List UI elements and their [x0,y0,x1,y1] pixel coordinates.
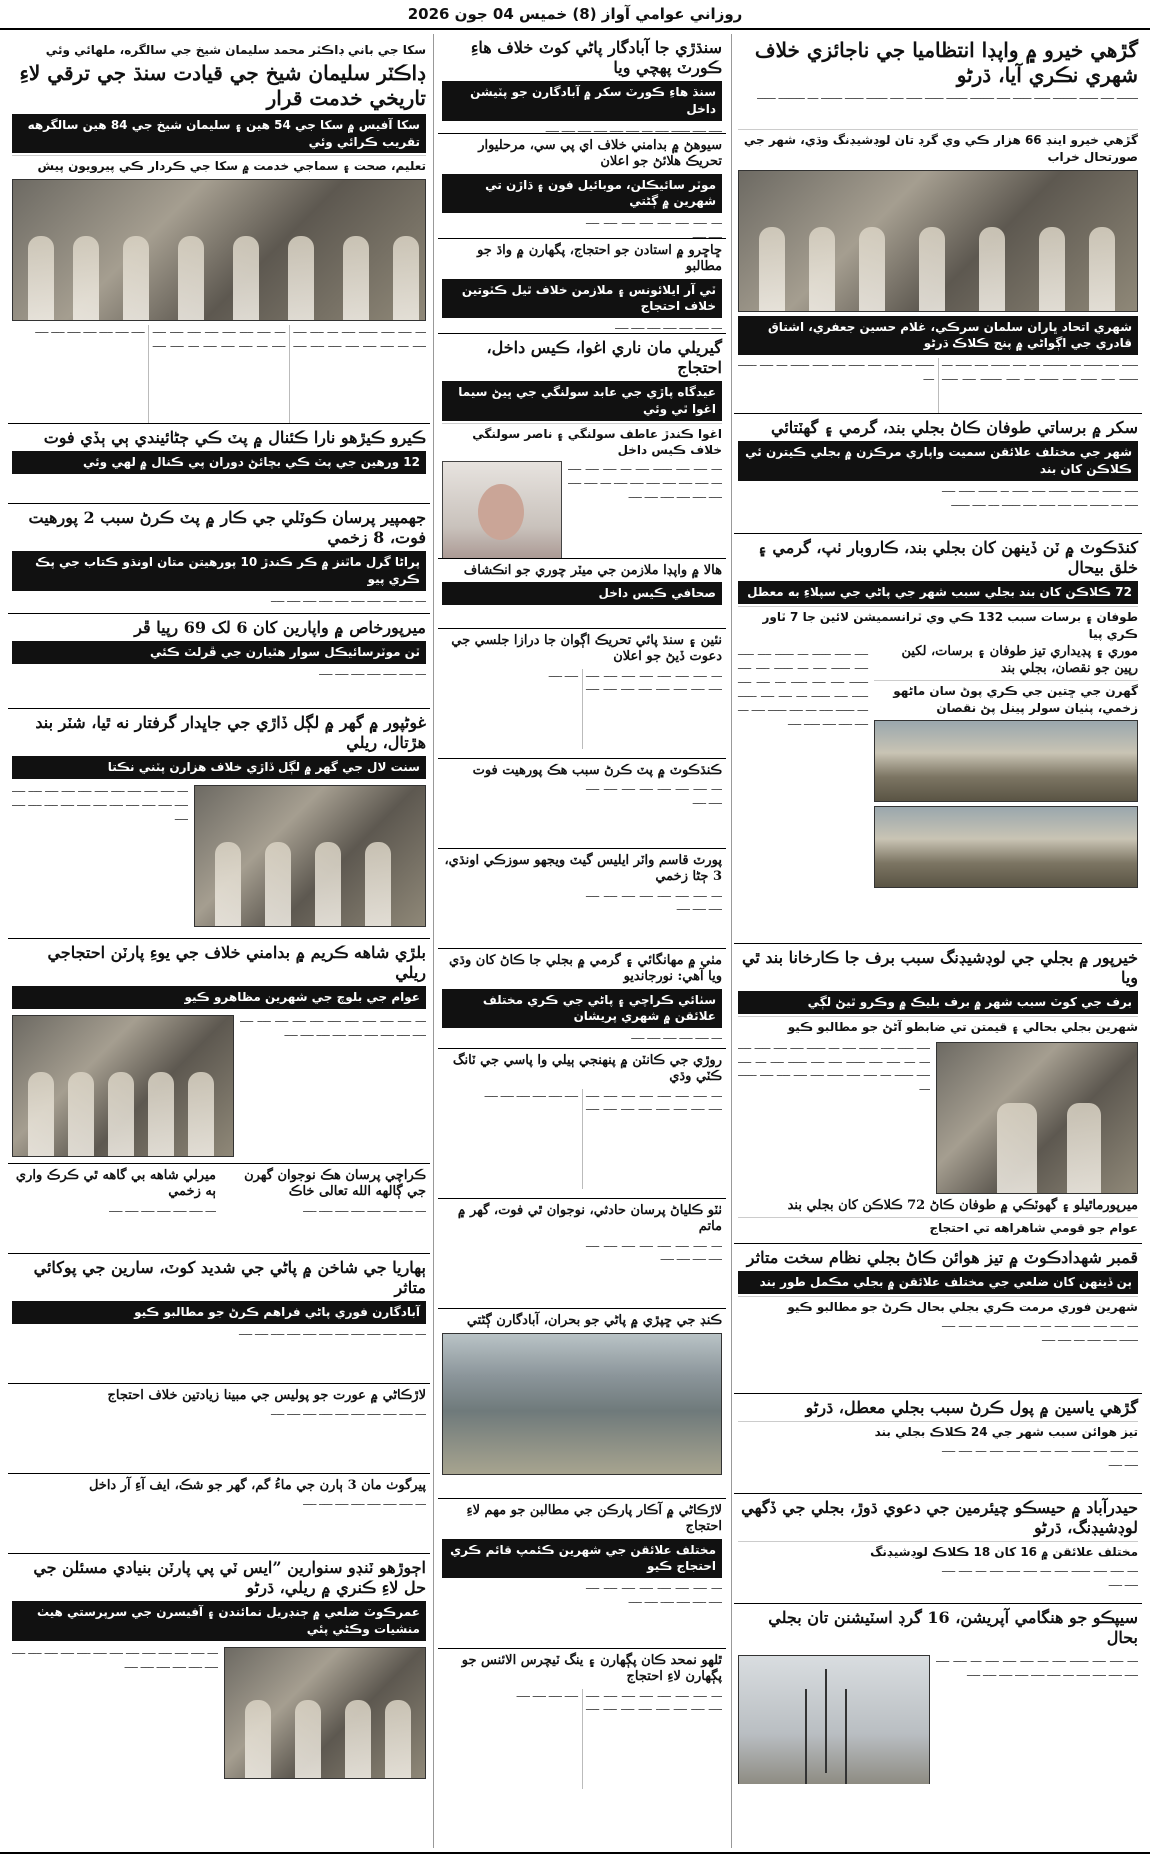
newspaper-masthead [0,0,1150,30]
story-headline: روڙي جي ڪانٽن ۾ پنهنجي ٻيلي وا پاسي جي ٽانگ ڪٽي وڌي [452,1053,722,1085]
storm-damage-photo [874,720,1138,802]
story-left-4 [8,614,430,709]
story-headline: ڪيرو ڪيڙهو نارا ڪئنال ۾ پٽ ڪي ڄڻائيندي ٻي ٻڏي فوت [43,428,426,447]
ceremony-photo [12,179,426,321]
column-divider [731,34,732,1848]
story-subhead: اغوا ڪندڙ عاطف سولنگي ۽ ناصر سولنگي خلاف ڪيس داخل [442,423,722,460]
story-subhead: شهرين بجلي بحالي ۽ قيمتن تي ضابطو آڻڻ جو مطالبو ڪيو [738,1016,1138,1036]
story-headline: سکر ۾ برساتي طوفان ڪاڻ بجلي بند، گرمي ۽ گهٽتائي [770,418,1138,437]
story-subhead: شهرين فوري مرمت ڪري بجلي بحال ڪرڻ جو مطالبو ڪيو [738,1296,1138,1316]
story-body: ـــــ ـــــ ـــــــ ـــــ ــــ ـــــ ـــــ ـــــ ـــــ ـــــ ـــــ [545,124,722,134]
story-kicker: برف جي کوٽ سبب شهر ۾ برف بليڪ ۾ وڪرو ٿيڻ لڳي [738,991,1138,1014]
canal-photo [442,1333,722,1475]
story-left-5 [8,709,430,939]
story-headline: اڄوڙهو ٽنڊو سنوارين ”ايس ٽي پي پارٽن بنيادي مسئلن جي حل لاءِ ڪنري ۾ ريلي، ڌرڻو [33,1558,426,1597]
story-body: ــــ ـــــ ـــــ ـــــ ـــــ ـــــ ـــــ [319,667,426,678]
story-headline: کنڌڪوٽ ۾ ٽن ڏينهن کان بجلي بند، ڪاروبار ٺپ، گرمي ۽ خلق بيحال [757,538,1138,577]
story-headline: بلڙي شاهه ڪريم ۾ بدامني خلاف جي يوءِ پارٽن احتجاجي ريلي [47,943,426,982]
story-left-11 [8,1474,430,1554]
story-body: ـــــ ـــــــ ــــ ـــــ ـــــــ ـــــ ــــــ ـــ ـــــــ ــــــ ـــــ ـــــ ــــ ـــــــ ـــــ ـــــ ــــــ ـــــ ـــــــ ــــ ـــــ ـــــــ [942,484,1138,509]
story-body: ــــ ـــــ ـــــ ـــــ ـــــ ـــــ [631,1032,722,1043]
story-kicker: شهر جي مختلف علائقن سميت واپاري مرڪزن ۾ بجلي ڪيترن ئي ڪلاڪن کان بند [738,441,1138,481]
story-mid-11 [438,1199,726,1309]
story-headline: پيرگوٺ مان 3 ٻارن جي ماءُ گم، گهر جو شڪ، ايف آءِ آر داخل [88,1478,426,1493]
story-kicker: شهري اتحاد ڀاران سلمان سرڪي، غلام حسين جعفري، اشتاق قادري جي اڳواڻي ۾ پنج ڪلاڪ ڌرڻو [738,316,1138,356]
story-body: ــــ ـــــ ـــــ ـــــ ـــــ ـــــ ـــــ ـــــ ـــــ ـــــ ـــــ ـــــ [238,1327,426,1338]
story-body: ــــ ـــــ ـــــ ـــــ ـــــ ـــــ ـــــ ـــــ ـــــ ـــــ ـــــ ـــــ ـــــ ـــــ ـــــ ـــــ ـــــ ـــــ ـــــ [12,1646,218,1671]
story-mid-14 [438,1649,726,1799]
story-left-2 [8,424,430,504]
strike-rally-photo [194,785,426,927]
story-headline: موري ۽ پڊيداري تيز طوفان ۽ برسات، لکين رپين جو نقصان، بجلي بند [901,644,1138,676]
story-subhead: گڙهي خيرو اينڊ 66 هزار ڪي وي گرڊ تان لوڊشيڊنگ وڌي، شهر جي صورتحال خراب [738,129,1138,166]
story-subhead: مختلف علائقن ۾ 16 کان 18 ڪلاڪ لوڊشيڊنگ [738,1541,1138,1561]
story-kicker: صحافي ڪيس داخل [442,582,722,605]
story-mid-8 [438,849,726,949]
story-body: ــــ ـــــ ـــــ ـــــــ ـــــ ــــ ـــــ ـــــ ـــــ ــــ ـــــ ـــــ ـــــ ـــــ ـــــ ـــــ ــــ ـــــ ـــــ ـــــ ـــــ ـــــ ـــــ ـــــ ـــــ ــــ ـــــ ـــــ ـــــ ــــ ـــــ ـــــ ـــــ ـــــ ـــــ ـــــ ـــــ ـــــ ـــــ [35,326,426,351]
story-right-7 [734,1244,1142,1394]
story-subhead: تيز هوائن سبب شهر جي 24 ڪلاڪ بجلي بند [738,1421,1138,1441]
story-body: ــــ ـــــ ـــــ ـــــ ـــــ ـــــ ـــــ ـــــ [303,1204,426,1215]
story-mid-3 [438,239,726,334]
story-body: ــــ ـــــ ـــــ ـــــ ـــــ ـــــ ـــــ ـــــ ـــــ ـــــ ـــــ ـــــ ـــــ ـــــ ـــــ ـــــ ـــــ ـــــ ـــــ ـــــ [240,1014,426,1039]
story-headline: ڊاڪٽر سليمان شيخ جي قيادت سنڌ جي ترقي لاءِ تاريخي خدمت قرار [19,60,426,110]
page-bottom-rule [0,1852,1150,1854]
story-mid-4 [438,334,726,559]
story-body: ــــ ـــــ ـــــ ـــــ ـــــ ـــــ ـــــ [109,1204,216,1215]
story-body: ــــــ ـــــ ـــــــ ــــ ـــــــــ ــــ ـــــ ـــــــ ـــــ ــــــ ــــ ـــــــ ـــــ ــــــ ـــــ ـــــــ ــــ ـــــ ــــــــ ـــــ ــــــ ـــــــ ــــ ـــــ ـــــ ــــــ ـــــ ــــــ ـــــــ ــــ ـــــ ـــــــ ــــ [738,359,1138,384]
story-right-9 [734,1494,1142,1604]
story-headline: سنڌڙي جا آبادگار پاڻي کوٽ خلاف هاءِ ڪورٽ پهچي ويا [470,38,722,77]
story-left-6 [8,939,430,1164]
story-body: ـــــ ــــــ ـــــ ـــــــ ـــــ ــــ ـــــــ ـــــ ـــــ ــــــ ـــــ ــــ ــــ ـــــ ـــــ ـــــــ ـــــ ـــــ ـــــــ ـــــ ــــ ـــــ ـــــ ـــــــ ــــ ـــــ ـــــ ــــــ ـــــ ـــــ ـــــ ـــــ ـــــــ ــــ [738,1041,930,1094]
story-mid-13 [438,1499,726,1649]
story-body: ــــ ـــــ ـــــ ـــــ ـــــ ـــــ ـــــ ـــــ ـــــ ـــــ ـــــ ـــــ ـــــ ـــــ ـــــ ـــــ ـــــ ـــــ ـــــ ـــــ [516,1689,722,1714]
ice-factory-photo [936,1042,1138,1194]
story-right-3 [734,534,1142,944]
march-photo [12,1015,234,1157]
story-left-3 [8,504,430,614]
story-headline: ٺٽو ڪلياڻ پرسان حادثي، نوجوان ٿي فوت، گهر ۾ ماتم [457,1203,722,1235]
story-headline: ڪنڊ جي ڇپڙي ۾ پاڻي جو بحران، آبادگارن ڳڻتي [466,1313,722,1328]
story-kicker: 12 ورهين جي پٽ ڪي بچائڻ دوران پي ڪنال ۾ لهي وئي [12,451,426,474]
story-right-1 [734,34,1142,414]
story-right-5 [734,944,1142,1244]
story-headline: گڙهي ياسين ۾ پول ڪرڻ سبب بجلي معطل، ڌرڻو [805,1398,1138,1417]
story-mid-9 [438,949,726,1049]
story-subhead: تعليم، صحت ۽ سماجي خدمت ۾ سکا جي ڪردار ڪي پيرويون پيش [12,155,426,175]
fallen-pole-photo [874,806,1138,888]
story-headline: مٺي ۾ مهانگائي ۽ گرمي ۾ بجلي جا ڪاڻ کان وڌي ويا آهي: نورجانديو [449,953,722,985]
story-subhead: طوفان ۽ برسات سبب 132 ڪي وي ٽرانسميشن لائين جا 7 ٽاور ڪري پيا [738,606,1138,643]
story-body: ــــ ـــــ ـــــ ـــــ ـــــ ـــــ ـــــ ـــــ ـــــ ـــــ ـــــ ـــــ ـــــ ـــــ ـــــ ـــــ ـــــ ـــــ ـــــ ـــــ ـــــ ـــــ [484,1089,722,1114]
story-right-8 [734,1394,1142,1494]
column-divider [433,34,434,1848]
story-right-10 [734,1604,1142,1784]
story-left-7 [8,1164,430,1254]
story-headline: ميرلي شاهه بي گاهه ٿي ڪرڪ واري ٻه زخمي [15,1168,216,1200]
story-headline: ميرپورخاص ۾ واپارين کان 6 لک 69 رپيا ڦر [134,618,426,637]
story-body: ــــ ـــــ ـــــ ـــــ ـــــ ـــــ ـــــ ـــــ ـــــ ـــــ ـــــ ـــــ ـــــ ـــــ [586,1582,722,1607]
story-mid-5 [438,559,726,629]
story-headline: سيپڪو جو هنگامي آپريشن، 16 گرڊ اسٽيشنن تان بجلي بحال [768,1608,1138,1647]
story-kicker: ٽي آر ايلائونس ۽ ملازمن خلاف ٿيل ڪٽوتين خلاف احتجاج [442,279,722,319]
story-mid-10 [438,1049,726,1199]
story-mid-1 [438,34,726,134]
story-headline: لاڙڪاڻي ۾ عورت جو پوليس جي مبينا زيادتين خلاف احتجاج [107,1388,426,1403]
story-kicker: سکا آفيس ۾ سکا جي 54 هين ۽ سليمان شيخ جي 84 هين سالگرهه تقريب ڪرائي وئي [12,114,426,154]
story-headline: ڪراچي پرسان هڪ نوجوان گهرن جي ڳالهه الله تعالى خاڪ [244,1168,426,1200]
story-kicker: سٺائي ڪراچي ۽ پاڻي جي ڪري مختلف علائقن ۾ شهري پريشان [442,989,722,1029]
story-kicker: سنڌ هاءِ ڪورٽ سکر ۾ آبادگارن جو پٽيشن داخل [442,81,722,121]
story-body: ــــــــ ـــــ ـــــــ ـــــــــ ــــــ ـــــــ ـــــ ـــــــــ ــــــــ ـــــــ ــــــ ـــــ ــــــــ ـــــــ ــــــــ ــــ ــــــــــ ـــــــ [757,92,1138,102]
story-headline: قمبر شهدادڪوٽ ۾ تيز هوائن ڪاڻ بجلي نظام سخت متاثر [746,1248,1138,1267]
story-right-2 [734,414,1142,534]
story-kicker: ٽن موٽرسائيڪل سوار هٿيارن جي ڦرلٽ ڪئي [12,641,426,664]
story-body: ــــ ـــــ ـــــ ـــــ ـــــ ـــــ ـــــ ـــــ ـــــ ـــــ [586,783,722,808]
story-kicker: عمرڪوٽ ضلعي ۾ ڄنڊريل نمائندن ۽ آفيسرن جي سرپرستي هيٺ منشيات وڪڻي پئي [12,1601,426,1641]
left-column [8,34,430,1848]
story-kicker: سنت لال جي گهر ۾ لڳل ڏاڙي خلاف هزارن پٽني نڪتا [12,756,426,779]
story-body: ــــ ـــــ ـــــ ـــــــ ـــــ ــــ ـــــ ـــــ ـــــ ــــ ـــــ ـــــ ـــــ ـــــ [942,1564,1138,1589]
story-left-9 [8,1254,430,1384]
story-mid-6 [438,629,726,759]
story-body: ــــ ـــــ ـــــ ـــــ ـــــ ـــــ ـــــ ـــــ ـــــ ـــــ [271,594,426,605]
story-headline: ميرپورماٿيلو ۽ گهوٽڪي ۾ طوفان ڪاڻ 72 ڪلاڪن کان بجلي بند [787,1197,1138,1213]
story-body: ــــ ـــــ ـــــ ـــــ ـــــ ـــــ ـــــ [615,322,722,333]
story-kicker: مختلف علائقن جي شهرين ڪئمپ قائم ڪري احتجاج ڪيو [442,1539,722,1579]
story-headline: غوڻپور ۾ گهر ۾ لڳل ڏاڙي جي جاڀدار گرفتار نه ٿيا، شٽر بند هڙتال، ريلي [35,713,426,752]
story-body: ــــ ـــــ ـــــ ـــــ ـــــ ـــــ ـــــ ـــــ ـــــ ـــــ [271,1408,426,1419]
power-pylon-photo [738,1655,930,1784]
right-column [734,34,1142,1848]
story-left-12 [8,1554,430,1789]
middle-column [438,34,726,1848]
story-body: ــــ ـــــ ـــــ ـــــ ـــــ ـــــ ـــــ ـــــ ـــــ ـــــ ـــــ ـــــ [586,1239,722,1264]
story-kicker: عوام جي بلوچ جي شهرين مظاهرو ڪيو [12,986,426,1009]
story-headline: سيوهڻ ۾ بدامني خلاف اي پي سي، مرحليوار تحريڪ هلائڻ جو اعلان [478,138,722,170]
story-subhead: عوام جو قومي شاهراهه تي احتجاج [738,1217,1138,1237]
story-left-10 [8,1384,430,1474]
story-left-1 [8,34,430,424]
story-kicker: عيدگاه پاڙي جي عابد سولنگي جي ڀيڻ سيما اغوا ٿي وئي [442,381,722,421]
story-body: ــــ ـــــ ـــــ ـــــــ ـــــ ــــ ـــــ ـــــ ـــــ ــــ ـــــ ـــــ ـــــ ـــــ [942,1444,1138,1469]
story-mid-2 [438,134,726,239]
story-topline: سکا جي باني ڊاڪٽر محمد سليمان شيخ جي سالگره، ملهائي وئي [45,43,426,57]
story-headline: جهمپير پرسان ڪوٽلي جي ڪار ۾ پٽ ڪرڻ سبب 2 پورهيت فوت، 8 زخمي [28,508,426,547]
story-headline: ڇاڇرو ۾ استادن جو احتجاج، پگهارن ۾ واڌ جو مطالبو [477,243,722,275]
story-headline: پورٽ قاسم واٽر ايليس گيٽ ويجهو سوزڪي اونڌي، 3 ڄڻا زخمي [444,853,722,885]
story-headline: گڙهي خيرو ۾ واپڊا انتظاميا جي ناجائزي خلاف شهري نڪري آيا، ڌرڻو [754,38,1138,87]
story-subhead: گهرن جي ڇتين جي ڪري پوڻ سان ماڻهو زخمي، پٺيان سولر پينل پڻ نقصان [874,680,1138,717]
protest-photo [738,170,1138,312]
story-body: ــــ ـــــ ـــــ ـــــــ ـــــ ــــ ـــــ ـــــ ـــــ ــــ ـــــ ـــــ ـــــ ـــــ ـــــ ـــــ ــــ ـــــ ـــــ ـــــ ـــــ ـــــ ـــــ ـــــ ـــــ [568,463,722,502]
story-kicker: موٽر سائيڪلن، موبائيل فون ۽ ڌاڙن تي شهرين ۾ ڳڻتي [442,174,722,214]
story-headline: گيريلي مان ناري اغوا، ڪيس داخل، احتجاج [486,338,722,377]
masthead-title: روزاني عوامي آواز (8) خميس 04 جون 2026 [407,5,743,23]
story-headline: ٻهاريا جي شاخن ۾ پاڻي جي شديد کوٽ، سارين جي پوکائي متاثر [33,1258,426,1297]
story-headline: ٿلهو نمحد ڪان پڳهارن ۽ ينگ ٽيچرس الائنس جو پڳهارن لاءِ احتجاج [461,1653,722,1685]
story-body: ـــــ ــــــ ـــــــ ــــ ـــــــ ـــــ ــــــ ـــــ ـــــــ ـــــ ــــ ـــــــ ـــــ ـــــ ـــــــ ـــــ ـــــ ــــــ ــــ ـــــ ـــــ ــــــ ـــــ ـــــــ ــــ ـــــ ـــــ ـــــــ ــــ ـــــــ ـــــ ــــ ـــــ ـــــــ ـــــ ــــ ـــــ ـــــ ـــــ ــــــ ـــــ [738,648,868,729]
rally-photo [224,1647,426,1779]
story-mid-7 [438,759,726,849]
story-body: ــــ ـــــ ـــــ ـــــــ ـــــ ــــ ـــــ ـــــ ـــــ ــــ ـــــ ـــــ ـــــ ـــــ ـــــ ـــــ ــــ ـــــ ـــــ ـــــ ـــــ ـــــ ـــــ [936,1655,1138,1679]
story-headline: خيرپور ۾ بجلي جي لوڊشيڊنگ سبب برف جا ڪارخانا بند ٿي ويا [741,948,1138,987]
story-body: ــــ ـــــ ـــــ ـــــــ ـــــ ــــ ـــــ ـــــ ـــــ ــــ ـــــ ـــــ ـــــــ ـــــ ـــــ ــــ ـــــ ـــــ [942,1319,1138,1344]
story-body: ــــ ـــــ ـــــ ـــــ ـــــ ـــــ ـــــ ـــــ ـــــ ـــــ [586,217,722,239]
story-mid-12 [438,1309,726,1499]
story-headline: نئين ۽ سنڌ پائي تحريڪ اڳوان جا درازا جلسي جي دعوت ڏيڻ جو اعلان [451,633,722,665]
woman-portrait-photo [442,461,562,559]
story-headline: حيدرآباد ۾ حيسڪو چيئرمين جي دعوي ڌوڙ، بجلي جي ڏگهي لوڊشيڊنگ، ڌرڻو [741,1498,1138,1537]
story-headline: لاڙڪاڻي ۾ آڪار پارڪن جي مطالبن جو مهم لاءِ احتجاج [466,1503,722,1535]
story-kicker: آبادگارن فوري پاڻي فراهم ڪرڻ جو مطالبو ڪيو [12,1301,426,1324]
story-body: ــــ ـــــ ـــــ ـــــ ـــــ ـــــ ـــــ ـــــ [303,1498,426,1509]
story-kicker: 72 ڪلاڪن کان بند بجلي سبب شهر جي پاڻي جي سپلاءِ به معطل [738,581,1138,604]
story-body: ــــ ـــــ ـــــ ـــــ ـــــ ـــــ ـــــ ـــــ ـــــ ـــــ ـــــ [586,889,722,914]
story-kicker: پراڻا گرل ماٿنز ۾ ڪر ڪندڙ 10 پورهيتن متان اونڌو ڪتاب جي پڪ ڪري پيو [12,551,426,591]
story-headline: ڪنڌڪوٽ ۾ پٽ ڪرڻ سبب هڪ پورهيت فوت [472,763,722,778]
story-kicker: ٻن ڏينهن کان ضلعي جي مختلف علائقن ۾ بجلي مڪمل طور بند [738,1271,1138,1294]
story-body: ــــ ـــــ ـــــ ـــــ ـــــ ـــــ ـــــ ـــــ ـــــ ـــــ ـــــ ـــــ ـــــ ـــــ ـــــ ـــــ ـــــ ـــــ [548,669,722,694]
story-body: ــــ ـــــ ـــــ ـــــ ـــــ ـــــ ـــــ ـــــ ـــــ ـــــ ـــــ ـــــ ـــــ ـــــ ـــــ ـــــ ـــــ ـــــ ـــــ ـــــ ـــــ ـــــ ـــــ [12,784,188,823]
story-headline: هالا ۾ واپڊا ملازمن جي ميٽر چوري جو انڪشاف [463,563,722,578]
